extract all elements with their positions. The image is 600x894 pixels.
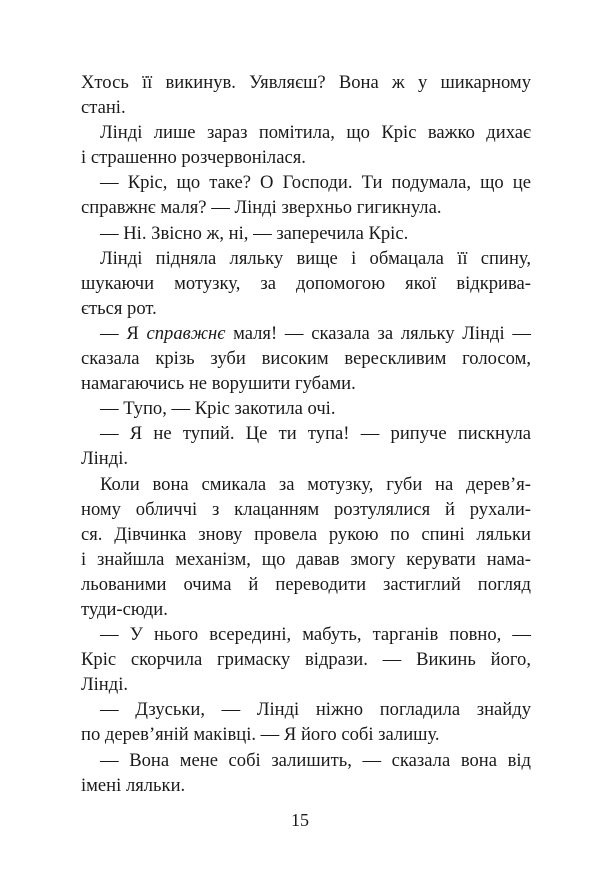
text-line: імені ляльки.	[81, 774, 186, 796]
text-line: Лінді лише зараз помітила, що Кріс важко дихає	[100, 122, 531, 144]
text-line: шукаючи мотузку, за допомогою якої відкрива-	[81, 272, 531, 294]
text-line: і знайшла механізм, що давав змогу керувати нама-	[81, 548, 531, 570]
text-line: ється рот.	[81, 297, 157, 319]
text-line: Лінді.	[81, 674, 129, 696]
text-line: по дерев’яній маківці. — Я його собі залишу.	[81, 724, 440, 746]
text-line: і страшенно розчервонілася.	[81, 147, 306, 169]
emphasized-word: справжнє	[146, 322, 226, 344]
text-line: — Кріс, що таке? О Господи. Ти подумала, що це	[100, 172, 531, 194]
text-line: справжнє маля? — Лінді зверхньо гигикнула.	[81, 197, 442, 219]
text-line: намагаючись не ворушити губами.	[81, 373, 356, 395]
text-line: Лінді підняла ляльку вище і обмацала її спину,	[100, 247, 531, 269]
page-number: 15	[291, 810, 309, 830]
text-segment: маля! — сказала за ляльку Лінді —	[225, 322, 531, 344]
text-line: сказала крізь зуби високим верескливим голосом,	[81, 348, 531, 370]
text-line: — Тупо, — Кріс закотила очі.	[100, 398, 336, 420]
text-line-with-emphasis	[81, 321, 531, 346]
text-line: ному обличчі з клацанням розтулялися й рухали-	[81, 498, 531, 520]
text-line: — Ні. Звісно ж, ні, — заперечила Кріс.	[100, 222, 409, 244]
text-line: Хтось її викинув. Уявляєш? Вона ж у шикарному	[81, 72, 531, 93]
text-line: — Вона мене собі залишить, — сказала вона від	[100, 749, 531, 771]
text-line: ся. Дівчинка знову провела рукою по спині ляльки	[81, 523, 531, 545]
text-line: льованими очима й переводити застиглий погляд	[81, 573, 531, 595]
text-line: Коли вона смикала за мотузку, губи на дерев’я-	[100, 473, 531, 495]
text-line: туди-сюди.	[81, 598, 168, 620]
text-line: — Дзуськи, — Лінді ніжно погладила знайду	[100, 699, 531, 721]
text-line: стані.	[81, 97, 126, 119]
text-line: Кріс скорчила гримаску відрази. — Викинь його,	[81, 649, 531, 671]
page-body-text	[81, 70, 531, 798]
text-line: Лінді.	[81, 448, 129, 470]
text-segment: — Я	[100, 322, 147, 344]
text-line: — У нього всередині, мабуть, тарганів повно, —	[100, 624, 531, 646]
text-line: — Я не тупий. Це ти тупа! — рипуче пискнула	[100, 423, 531, 445]
